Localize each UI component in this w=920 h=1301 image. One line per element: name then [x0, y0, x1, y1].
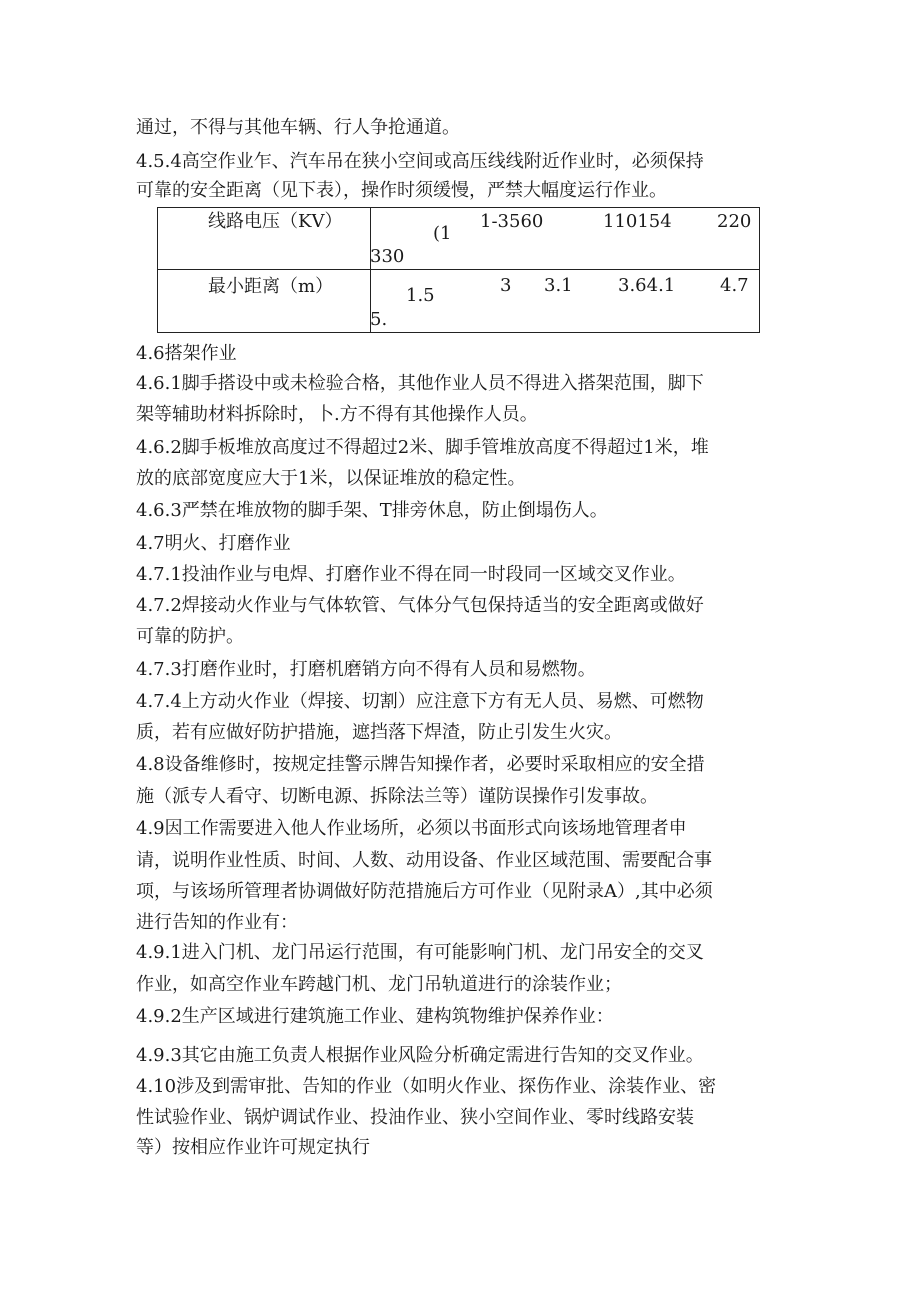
table-cell: 3.1 [544, 275, 573, 296]
paragraph-line: 4.7.3打磨作业时，打磨机磨销方向不得有人员和易燃物。 [136, 659, 596, 680]
paragraph-line: 放的底部宽度应大于1米，以保证堆放的稳定性。 [136, 468, 526, 489]
paragraph-line: 通过，不得与其他车辆、行人争抢通道。 [136, 117, 460, 138]
section-heading: 4.7明火、打磨作业 [136, 533, 291, 554]
table-cell: 5. [370, 309, 388, 330]
table-cell: 4.7 [720, 275, 749, 296]
paragraph-line: 施（派专人看守、切断电源、拆除法兰等）谨防误操作引发事故。 [136, 786, 658, 807]
paragraph-line: 请，说明作业性质、时间、人数、动用设备、作业区域范围、需要配合事 [136, 850, 712, 871]
paragraph-line: 进行告知的作业有： [136, 912, 298, 933]
paragraph-line: 架等辅助材料拆除时，卜.方不得有其他操作人员。 [136, 404, 538, 425]
table-cell: (1 [433, 223, 452, 244]
paragraph-line: 4.7.4上方动火作业（焊接、切割）应注意下方有无人员、易燃、可燃物 [136, 691, 704, 712]
table-cell: 110154 [603, 211, 672, 232]
table-cell: 330 [370, 246, 405, 267]
paragraph-line: 4.9因工作需要进入他人作业场所，必须以书面形式向该场地管理者申 [136, 818, 687, 839]
paragraph-line: 等）按相应作业许可规定执行 [136, 1137, 370, 1158]
table-header-distance: 最小距离（m） [208, 276, 334, 297]
table-cell: 3 [500, 275, 512, 296]
section-heading: 4.6搭架作业 [136, 343, 237, 364]
safety-distance-table [157, 207, 760, 333]
table-header-voltage: 线路电压（KV） [208, 211, 343, 232]
paragraph-line: 4.6.3严禁在堆放物的脚手架、T排旁休息，防止倒塌伤人。 [136, 500, 608, 521]
paragraph-line: 4.7.1投油作业与电焊、打磨作业不得在同一时段同一区域交叉作业。 [136, 564, 686, 585]
paragraph-line: 性试验作业、锅炉调试作业、投油作业、狭小空间作业、零时线路安装 [136, 1107, 694, 1128]
paragraph-line: 项，与该场所管理者协调做好防范措施后方可作业（见附录A）,其中必须 [136, 881, 713, 902]
paragraph-line: 质，若有应做好防护措施，遮挡落下焊渣，防止引发生火灾。 [136, 722, 622, 743]
paragraph-line: 作业，如高空作业车跨越门机、龙门吊轨道进行的涂装作业； [136, 974, 622, 995]
table-cell: 1.5 [406, 285, 435, 306]
paragraph-line: 4.6.2脚手板堆放高度过不得超过2米、脚手管堆放高度不得超过1米，堆 [136, 437, 709, 458]
paragraph-line: 4.9.1进入门机、龙门吊运行范围，有可能影响门机、龙门吊安全的交叉 [136, 942, 704, 963]
table-cell: 3.64.1 [618, 275, 676, 296]
paragraph-line: 4.10涉及到需审批、告知的作业（如明火作业、探伤作业、涂装作业、密 [136, 1076, 717, 1097]
paragraph-line: 4.9.3其它由施工负责人根据作业风险分析确定需进行告知的交叉作业。 [136, 1045, 704, 1066]
table-cell: 1-3560 [480, 211, 544, 232]
table-cell: 220 [717, 211, 752, 232]
paragraph-line: 4.9.2生产区域进行建筑施工作业、建构筑物维护保养作业： [136, 1006, 614, 1027]
paragraph-line: 可靠的防护。 [136, 626, 244, 647]
paragraph-line: 4.8设备维修时，按规定挂警示牌告知操作者，必要时采取相应的安全措 [136, 754, 705, 775]
table-row-divider [158, 269, 759, 270]
paragraph-line: 可靠的安全距离（见下表），操作时须缓慢，严禁大幅度运行作业。 [136, 180, 667, 201]
paragraph-line: 4.6.1脚手搭设中或未检验合格，其他作业人员不得进入搭架范围，脚下 [136, 373, 704, 394]
paragraph-line: 4.5.4高空作业乍、汽车吊在狭小空间或高压线线附近作业时，必须保持 [136, 151, 704, 172]
paragraph-line: 4.7.2焊接动火作业与气体软管、气体分气包保持适当的安全距离或做好 [136, 595, 704, 616]
